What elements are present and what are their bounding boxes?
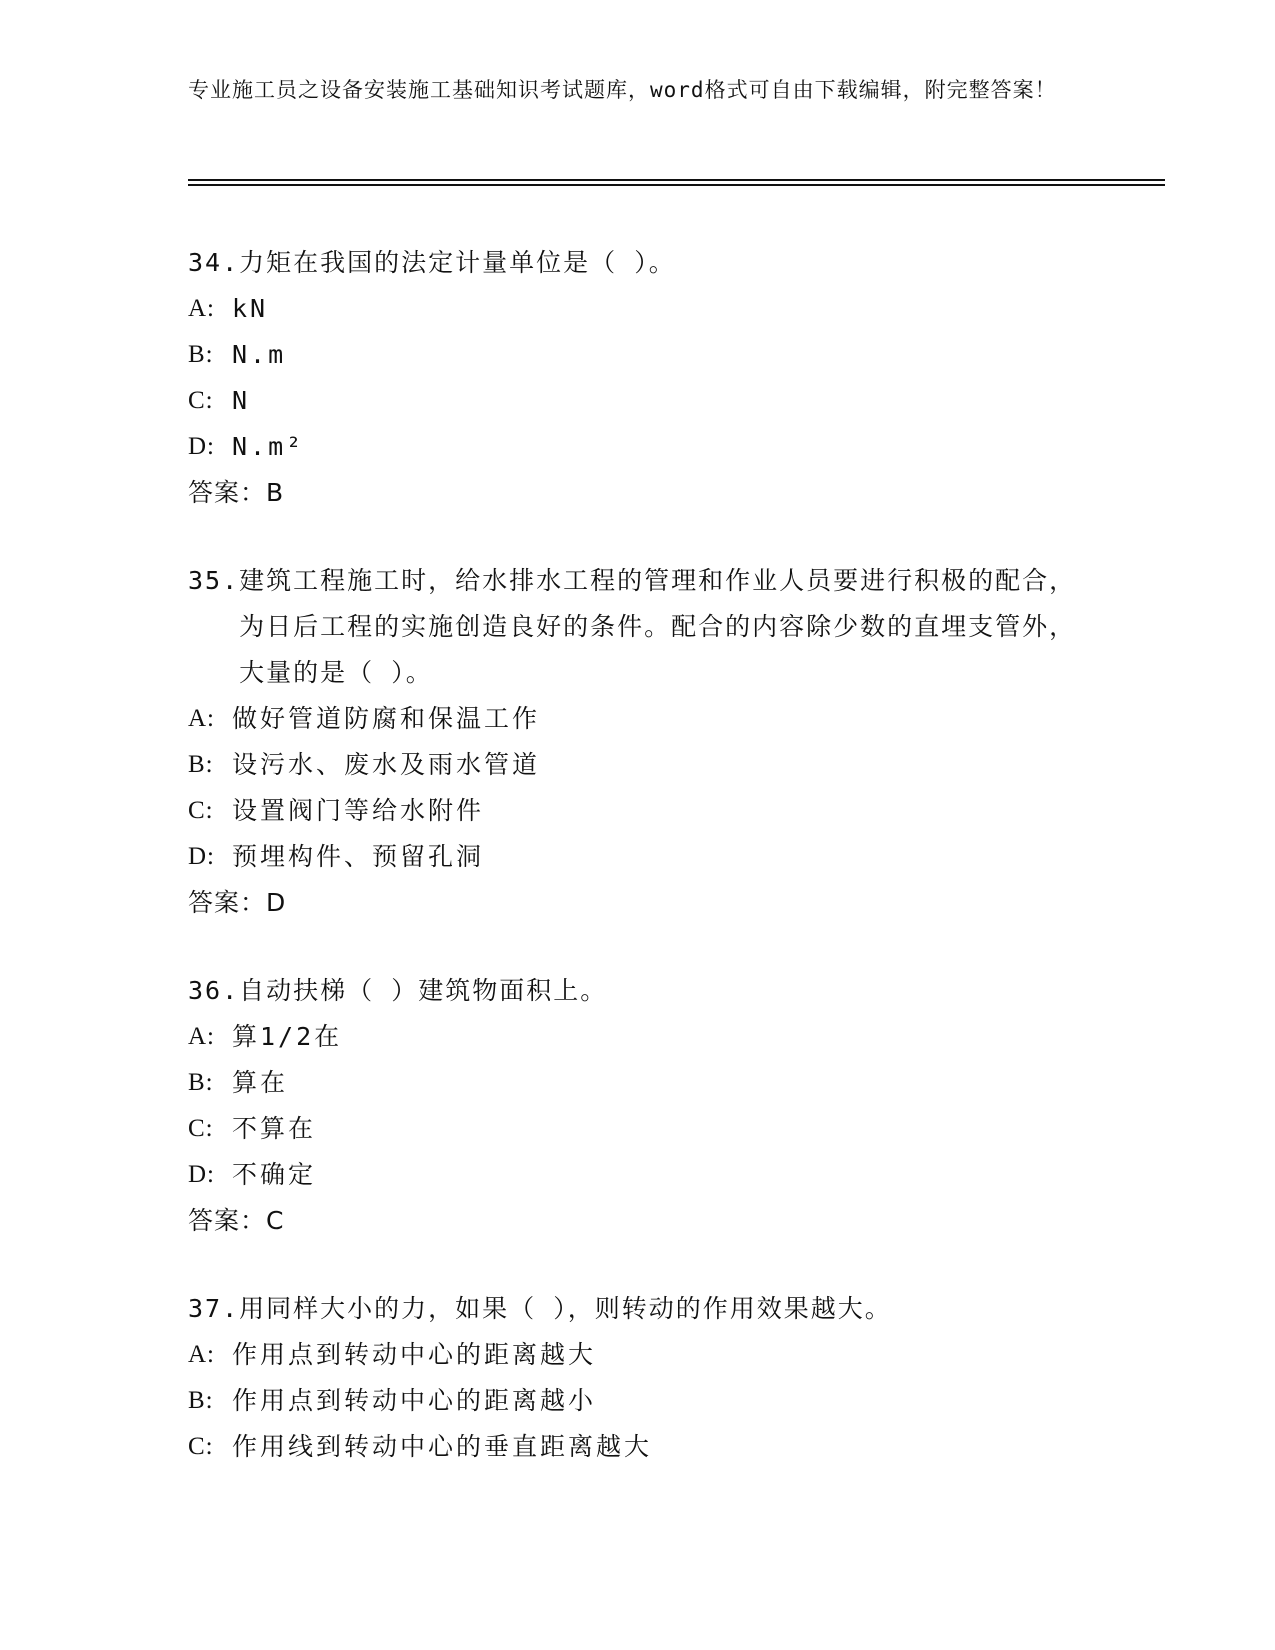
option-text: 不算在 (232, 1114, 317, 1143)
option-letter: B: (188, 751, 214, 778)
document-header: 专业施工员之设备安装施工基础知识考试题库，word格式可自由下载编辑，附完整答案！ (188, 78, 1057, 102)
answer: 答案：C (188, 1206, 285, 1235)
question-36 (188, 968, 1088, 1244)
question-stem (188, 240, 1088, 286)
question-number: 36. (188, 976, 240, 1005)
option-c (188, 1424, 1088, 1470)
question-37 (188, 1286, 1088, 1470)
option-text: N.m (232, 340, 287, 369)
option-letter: C: (188, 1433, 214, 1460)
option-a (188, 1332, 1088, 1378)
question-stem (188, 1286, 1088, 1332)
option-letter: B: (188, 341, 214, 368)
option-text: 作用线到转动中心的垂直距离越大 (232, 1432, 653, 1461)
question-number: 37. (188, 1294, 240, 1323)
question-stem (188, 968, 1088, 1014)
option-text: kN (232, 294, 269, 323)
option-text: 算1/2在 (232, 1022, 343, 1051)
option-text: N (232, 386, 251, 415)
question-35 (188, 558, 1088, 926)
option-letter: A: (188, 295, 215, 322)
option-c (188, 788, 1088, 834)
question-list (188, 240, 1088, 1512)
option-text: 算在 (232, 1068, 289, 1097)
option-text: N.m² (232, 432, 305, 461)
question-number: 34. (188, 248, 240, 277)
option-letter: C: (188, 387, 214, 414)
option-text: 不确定 (232, 1160, 317, 1189)
question-stem (188, 558, 1088, 696)
option-c (188, 1106, 1088, 1152)
question-text: 用同样大小的力，如果（ ），则转动的作用效果越大。 (239, 1294, 892, 1323)
option-b (188, 332, 1088, 378)
option-c (188, 378, 1088, 424)
option-b (188, 1378, 1088, 1424)
option-a (188, 1014, 1088, 1060)
option-a (188, 696, 1088, 742)
option-letter: D: (188, 433, 215, 460)
option-letter: C: (188, 1115, 214, 1142)
answer: 答案：B (188, 478, 285, 507)
option-letter: D: (188, 1161, 215, 1188)
option-text: 作用点到转动中心的距离越小 (232, 1386, 597, 1415)
option-d (188, 834, 1088, 880)
option-d (188, 1152, 1088, 1198)
option-text: 作用点到转动中心的距离越大 (232, 1340, 597, 1369)
option-letter: B: (188, 1387, 214, 1414)
question-text: 自动扶梯（ ）建筑物面积上。 (239, 976, 608, 1005)
header-rule-bottom (188, 184, 1165, 186)
option-text: 预埋构件、预留孔洞 (232, 842, 485, 871)
option-text: 设污水、废水及雨水管道 (232, 750, 541, 779)
option-b (188, 1060, 1088, 1106)
question-text: 力矩在我国的法定计量单位是（ ）。 (239, 248, 676, 277)
question-34 (188, 240, 1088, 516)
answer: 答案：D (188, 888, 287, 917)
header-rule-top (188, 179, 1165, 181)
question-text: 建筑工程施工时，给水排水工程的管理和作业人员要进行积极的配合，为日后工程的实施创造良好的条件。配合的内容除少数的直埋支管外，大量的是（ ）。 (239, 566, 1077, 687)
option-text: 设置阀门等给水附件 (232, 796, 485, 825)
option-d (188, 424, 1088, 470)
option-letter: D: (188, 843, 215, 870)
option-letter: A: (188, 1023, 215, 1050)
option-b (188, 742, 1088, 788)
option-letter: C: (188, 797, 214, 824)
option-letter: A: (188, 1341, 215, 1368)
option-text: 做好管道防腐和保温工作 (232, 704, 541, 733)
question-number: 35. (188, 566, 240, 595)
option-a (188, 286, 1088, 332)
option-letter: A: (188, 705, 215, 732)
option-letter: B: (188, 1069, 214, 1096)
